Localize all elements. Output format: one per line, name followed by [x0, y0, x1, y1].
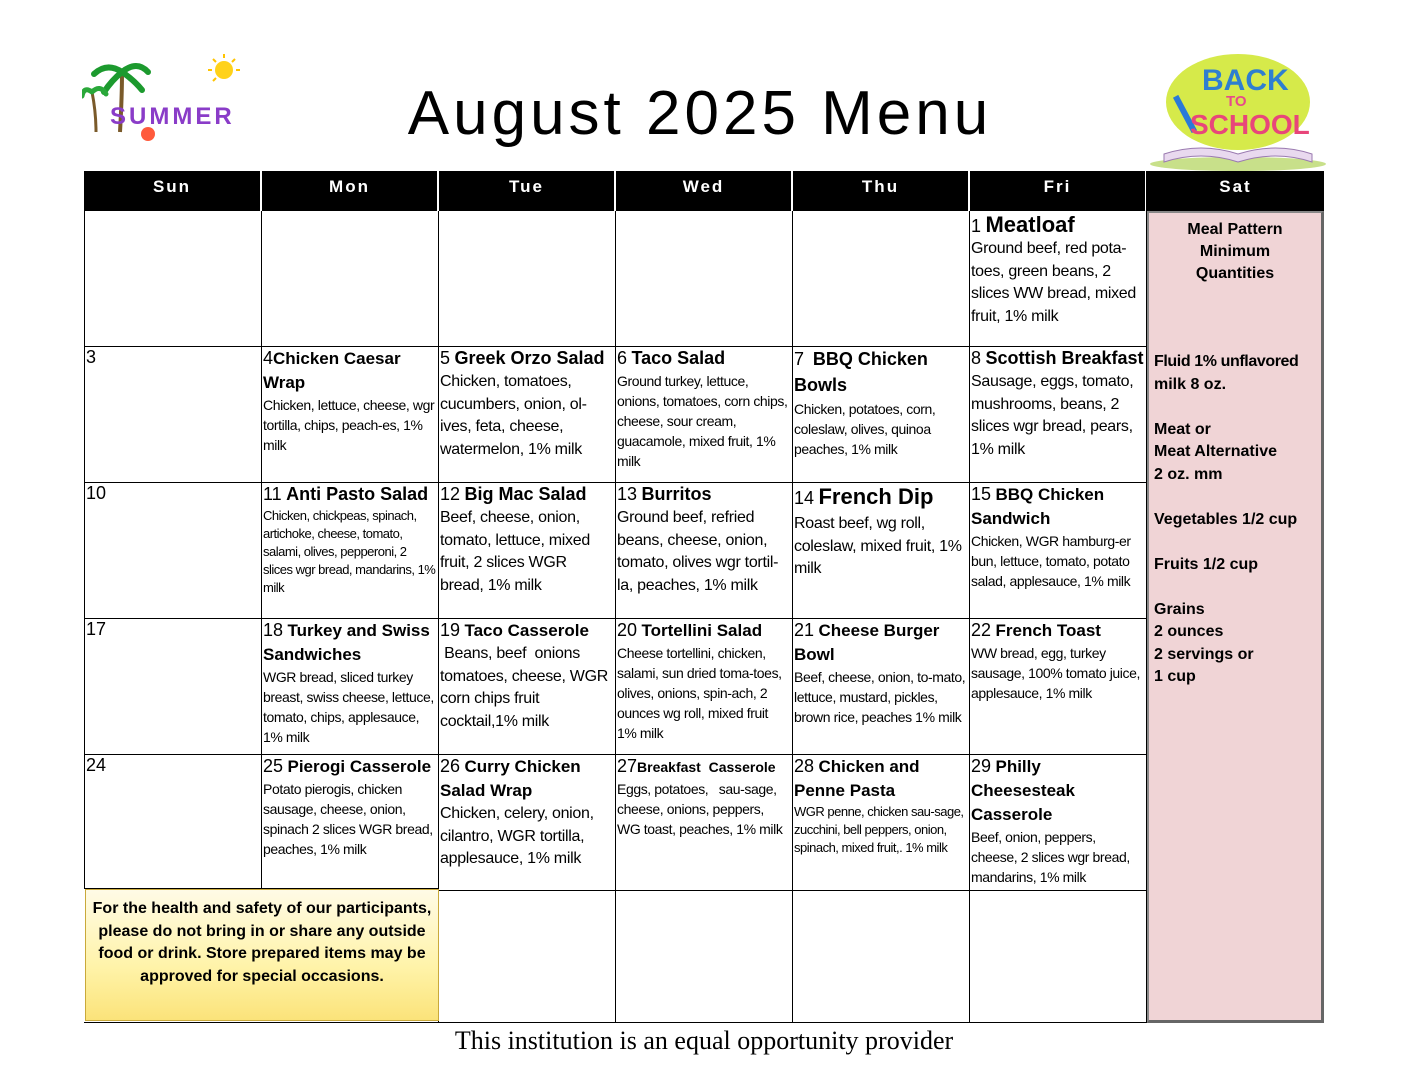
- day-cell-empty: [792, 211, 969, 347]
- header-sun: Sun: [84, 171, 260, 211]
- meal-pattern-title-line: Quantities: [1195, 265, 1275, 282]
- day-cell-empty: [438, 211, 615, 347]
- day-cell-empty: [84, 211, 261, 347]
- meal-pattern-line: Fluid 1% unflavored: [1154, 353, 1299, 370]
- day-number: 7: [794, 349, 805, 369]
- header-fri: Fri: [970, 171, 1145, 211]
- dish-description: Ground turkey, lettuce, onions, tomatoes, corn chips, cheese, sour cream, guacamole, mixed fruit, 1% milk: [617, 373, 788, 469]
- dish-name: Pierogi Casserole: [287, 757, 432, 776]
- day-number: 1: [971, 216, 982, 236]
- day-number: 20: [617, 620, 638, 640]
- meal-pattern-line: Fruits 1/2 cup: [1154, 555, 1259, 573]
- dish-description: Cheese tortellini, chicken, salami, sun dried toma-toes, olives, onions, spin-ach, 2 ounces wg roll, mixed fruit 1% milk: [617, 645, 782, 741]
- day-number: 17: [86, 619, 107, 639]
- day-cell-17: [84, 619, 261, 755]
- dish-name: Greek Orzo Salad: [454, 348, 605, 368]
- day-number: 25: [263, 756, 284, 776]
- day-cell-25: [261, 755, 438, 889]
- dish-name: Curry Chicken Salad Wrap: [440, 757, 581, 800]
- day-cell-24: [84, 755, 261, 889]
- dish-description: Potato pierogis, chicken sausage, cheese, onion, spinach 2 slices WGR bread, peaches, 1% milk: [263, 781, 433, 857]
- day-cell-5: [438, 347, 615, 483]
- day-cell-29: [969, 755, 1147, 891]
- day-cell-7: [792, 347, 969, 483]
- day-cell-6: [615, 347, 792, 483]
- day-number: 4: [263, 348, 274, 368]
- summer-logo-text: SUMMER: [110, 103, 235, 130]
- day-cell-26: [438, 755, 615, 891]
- dish-description: Beans, beef onions tomatoes, cheese, WGR corn chips fruit cocktail,1% milk: [440, 645, 613, 730]
- meal-pattern-title-line: Meal Pattern: [1187, 221, 1283, 238]
- day-number: 13: [617, 484, 638, 504]
- day-number: 27: [617, 756, 638, 776]
- dish-description: Sausage, eggs, tomato, mushrooms, beans, 2 slices wgr bread, pears, 1% milk: [971, 373, 1134, 458]
- back-to-school-logo: [1146, 50, 1328, 172]
- day-cell-empty: [615, 211, 792, 347]
- dish-name: Burritos: [641, 484, 712, 504]
- summer-logo: [82, 52, 257, 147]
- day-number: 10: [86, 483, 107, 503]
- day-cell-11: [261, 483, 438, 619]
- day-number: 14: [794, 488, 815, 508]
- meal-pattern-list: [1149, 351, 1321, 689]
- day-number: 15: [971, 484, 992, 504]
- calendar-grid: [84, 171, 1324, 1023]
- day-cell-empty: [615, 891, 792, 1023]
- dish-description: Ground beef, refried beans, cheese, onion, tomato, olives wgr tortil-la, peaches, 1% milk: [617, 509, 779, 594]
- dish-name: French Toast: [995, 621, 1101, 640]
- day-number: 5: [440, 348, 451, 368]
- dish-description: Chicken, potatoes, corn, coleslaw, olives, quinoa peaches, 1% milk: [794, 401, 936, 457]
- day-number: 11: [263, 484, 282, 504]
- dish-name: Cheese Burger Bowl: [794, 621, 940, 664]
- dish-name: BBQ Chicken Sandwich: [971, 485, 1105, 528]
- day-cell-1: [969, 211, 1147, 347]
- day-number: 24: [86, 755, 107, 775]
- day-cell-3: [84, 347, 261, 483]
- dish-description: Eggs, potatoes, sau-sage, cheese, onions, peppers, WG toast, peaches, 1% milk: [617, 781, 783, 837]
- day-cell-10: [84, 483, 261, 619]
- day-number: 22: [971, 620, 992, 640]
- day-number: 19: [440, 620, 461, 640]
- dish-description: Chicken, celery, onion, cilantro, WGR tortilla, applesauce, 1% milk: [440, 805, 594, 867]
- meal-pattern-line: milk 8 oz.: [1154, 375, 1227, 393]
- dish-name: Taco Casserole: [464, 621, 589, 640]
- dish-name: Tortellini Salad: [641, 621, 763, 640]
- day-cell-28: [792, 755, 969, 891]
- day-cell-20: [615, 619, 792, 755]
- day-number: 28: [794, 756, 815, 776]
- header-sat: Sat: [1147, 171, 1324, 211]
- day-cell-empty: [792, 891, 969, 1023]
- dish-description: Roast beef, wg roll, coleslaw, mixed fruit, 1% milk: [794, 515, 962, 577]
- dish-description: WW bread, egg, turkey sausage, 100% tomato juice, applesauce, 1% milk: [971, 645, 1140, 701]
- dish-name: BBQ Chicken Bowls: [794, 349, 928, 395]
- dish-description: Chicken, chickpeas, spinach, artichoke, cheese, tomato, salami, olives, pepperoni, 2 slices wgr bread, mandarins, 1% milk: [263, 508, 436, 595]
- meal-pattern-line: 2 servings or: [1154, 645, 1254, 663]
- dish-description: Beef, cheese, onion, to-mato, lettuce, mustard, pickles, brown rice, peaches 1% milk: [794, 669, 966, 725]
- day-cell-21: [792, 619, 969, 755]
- day-number: 8: [971, 348, 982, 368]
- dish-name: Philly Cheesesteak Casserole: [971, 757, 1075, 824]
- dish-description: Chicken, WGR hamburg-er bun, lettuce, tomato, potato salad, applesauce, 1% milk: [971, 533, 1131, 589]
- day-number: 29: [971, 756, 992, 776]
- day-number: 21: [794, 620, 815, 640]
- day-number: 18: [263, 620, 284, 640]
- header-thu: Thu: [793, 171, 968, 211]
- day-cell-empty: [969, 891, 1147, 1023]
- dish-description: WGR bread, sliced turkey breast, swiss cheese, lettuce, tomato, chips, applesauce, 1% milk: [263, 669, 434, 745]
- day-number: 6: [617, 348, 628, 368]
- dish-name: Chicken Caesar Wrap: [263, 349, 401, 392]
- dish-description: WGR penne, chicken sau-sage, zucchini, bell peppers, onion, spinach, mixed fruit,. 1% milk: [794, 804, 964, 855]
- day-cell-18: [261, 619, 438, 755]
- dish-description: Ground beef, red pota-toes, green beans, 2 slices WW bread, mixed fruit, 1% milk: [971, 240, 1136, 325]
- meal-pattern-line: Grains: [1154, 600, 1205, 618]
- day-cell-12: [438, 483, 615, 619]
- day-cell-14: [792, 483, 969, 619]
- day-number: 3: [86, 347, 97, 367]
- day-cell-27: [615, 755, 792, 891]
- day-cell-15: [969, 483, 1147, 619]
- day-number: 26: [440, 756, 461, 776]
- day-cell-19: [438, 619, 615, 755]
- dish-description: Chicken, tomatoes, cucumbers, onion, ol-ives, feta, cheese, watermelon, 1% milk: [440, 373, 587, 458]
- dish-name: Taco Salad: [631, 348, 726, 368]
- day-number: 12: [440, 484, 461, 504]
- dish-name: Anti Pasto Salad: [286, 484, 429, 504]
- to-text: TO: [1226, 93, 1247, 110]
- meal-pattern-title: [1149, 219, 1321, 285]
- day-cell-empty: [261, 211, 438, 347]
- dish-description: Beef, onion, peppers, cheese, 2 slices wgr bread, mandarins, 1% milk: [971, 829, 1130, 885]
- dish-name: French Dip: [818, 484, 934, 509]
- dish-description: Chicken, lettuce, cheese, wgr tortilla, chips, peach-es, 1% milk: [263, 397, 435, 453]
- dish-name: Breakfast Casserole: [637, 759, 776, 775]
- dish-name: Chicken and Penne Pasta: [794, 757, 920, 800]
- footer-text: This institution is an equal opportunity provider: [454, 1026, 954, 1055]
- back-text: BACK: [1202, 64, 1289, 97]
- header-tue: Tue: [439, 171, 614, 211]
- header-mon: Mon: [262, 171, 437, 211]
- day-cell-8: [969, 347, 1147, 483]
- meal-pattern-line: 1 cup: [1154, 668, 1196, 685]
- dish-name: Big Mac Salad: [464, 484, 587, 504]
- day-cell-empty: [438, 891, 615, 1023]
- dish-name: Turkey and Swiss Sandwiches: [263, 621, 430, 664]
- meal-pattern-panel: [1147, 211, 1324, 1023]
- dish-name: Scottish Breakfast: [985, 348, 1144, 368]
- meal-pattern-line: Vegetables 1/2 cup: [1154, 510, 1298, 528]
- meal-pattern-line: Meat or: [1154, 420, 1211, 438]
- dish-description: Beef, cheese, onion, tomato, lettuce, mixed fruit, 2 slices WGR bread, 1% milk: [440, 509, 590, 594]
- meal-pattern-title-line: Minimum: [1199, 243, 1271, 260]
- day-cell-13: [615, 483, 792, 619]
- meal-pattern-line: 2 oz. mm: [1154, 465, 1223, 483]
- header-wed: Wed: [616, 171, 791, 211]
- safety-notice: For the health and safety of our participants, please do not bring in or share any outside food or drink. Store prepared items may be approved for special occasions.: [85, 889, 439, 1021]
- school-text: SCHOOL: [1190, 109, 1310, 140]
- day-cell-4: [261, 347, 438, 483]
- meal-pattern-line: Meat Alternative: [1154, 443, 1277, 460]
- page-title: August 2025 Menu: [407, 79, 993, 148]
- meal-pattern-line: 2 ounces: [1154, 623, 1224, 640]
- day-cell-22: [969, 619, 1147, 755]
- dish-name: Meatloaf: [985, 212, 1075, 237]
